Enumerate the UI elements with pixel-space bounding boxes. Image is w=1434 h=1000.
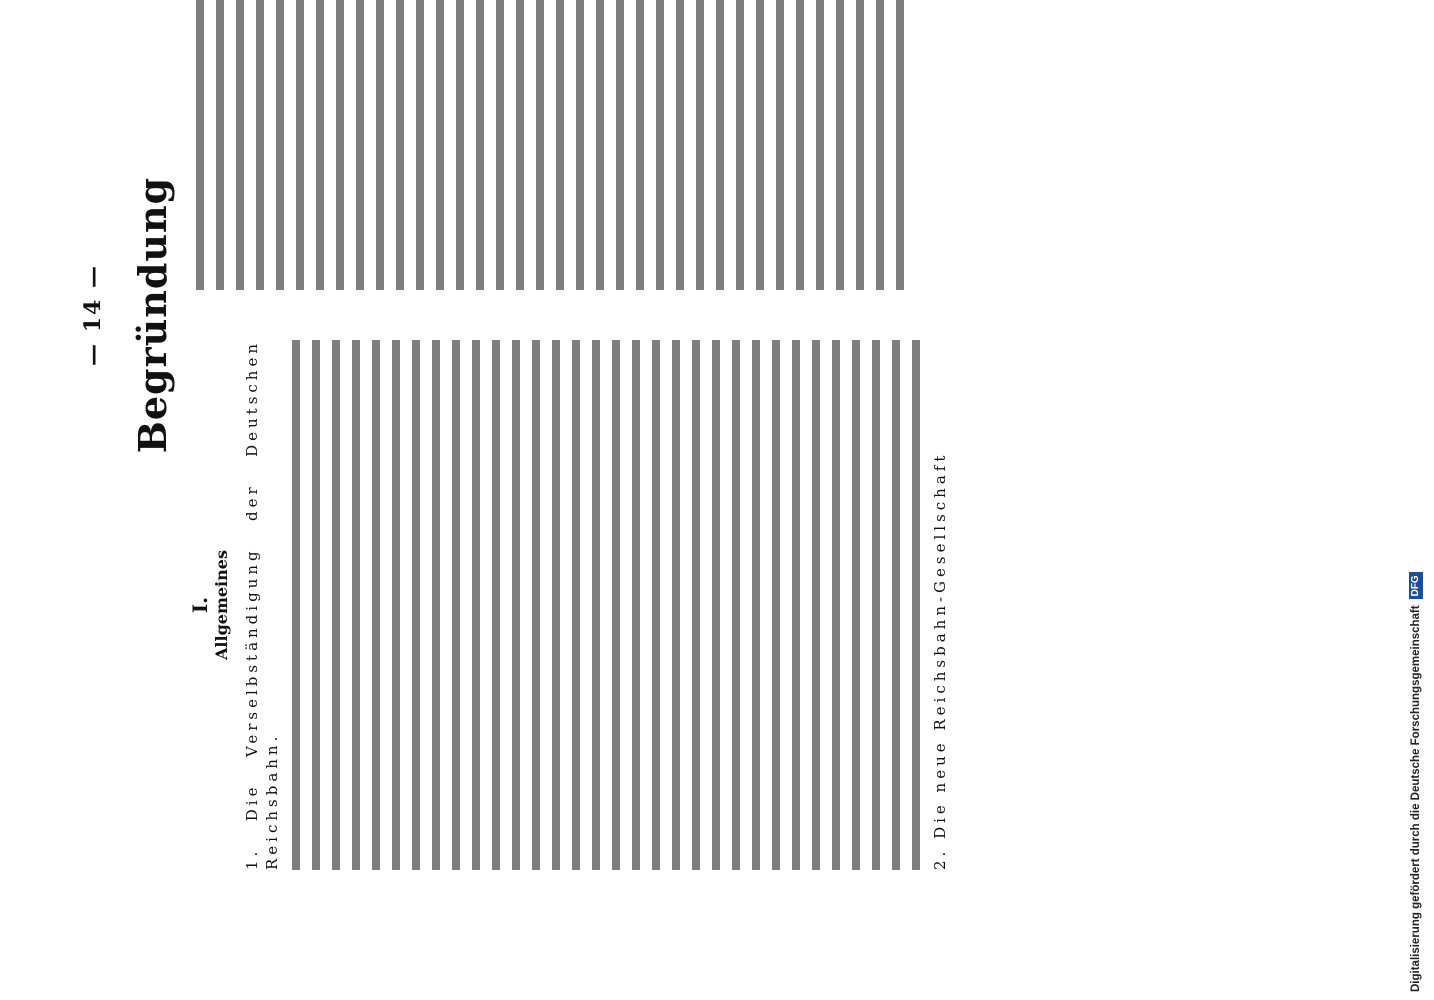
section-heading: Allgemeines (212, 550, 231, 660)
page-number: — 14 — (80, 264, 106, 366)
section-number: I. (188, 596, 212, 614)
rotated-content (80, 0, 949, 930)
sidebar-credit-text: Digitalisierung gefördert durch die Deutsche Forschungsgemeinschaft (1410, 605, 1422, 992)
right-body-text (190, 0, 910, 290)
left-body-text (286, 340, 926, 870)
right-column (190, 0, 910, 290)
digitization-sidebar (1404, 8, 1428, 992)
dfg-logo-icon: DFG (1409, 572, 1423, 599)
text-columns (188, 0, 949, 870)
left-column (188, 340, 949, 870)
subsection-heading-1: 1. Die Verselbständigung der Deutschen Reichsbahn. (243, 340, 281, 870)
sidebar-text-row (1404, 8, 1428, 992)
rotated-print-area (80, 70, 949, 1000)
subsection-heading-2: 2. Die neue Reichsbahn-Gesellschaft (931, 451, 949, 870)
page-title: Begründung (130, 176, 175, 454)
